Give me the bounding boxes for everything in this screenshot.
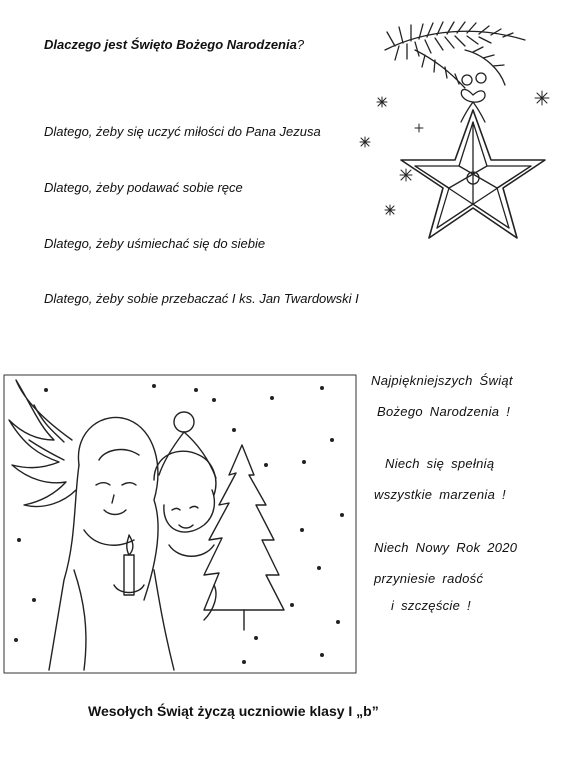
greeting-footer: Wesołych Świąt życzą uczniowie klasy I „b” bbox=[88, 703, 379, 719]
poem-title-mark: ? bbox=[296, 37, 305, 52]
ribbon-bow bbox=[461, 73, 486, 122]
star-ornament-illustration bbox=[355, 10, 565, 250]
wish-line-1: Najpiękniejszych Świąt bbox=[371, 373, 513, 388]
poem-line-1: Dlatego, żeby się uczyć miłości do Pana Jezusa bbox=[44, 124, 321, 139]
christmas-tree bbox=[204, 445, 284, 630]
wish-line-3: Niech się spełnią bbox=[385, 456, 495, 471]
hat-pompom bbox=[174, 412, 194, 432]
pine-branch bbox=[385, 31, 525, 50]
snow-dots bbox=[14, 384, 344, 664]
wish-line-7: i szczęście ! bbox=[391, 598, 471, 613]
angel-and-child-illustration bbox=[4, 370, 358, 675]
poem-line-3: Dlatego, żeby uśmiechać się do siebie bbox=[44, 236, 266, 251]
poem-title bbox=[44, 37, 304, 52]
snowflakes bbox=[360, 91, 549, 215]
wish-line-4: wszystkie marzenia ! bbox=[374, 487, 506, 502]
candle-flame bbox=[127, 535, 133, 555]
star-ornament bbox=[401, 110, 545, 238]
poem-line-4: Dlatego, żeby sobie przebaczać I ks. Jan Twardowski I bbox=[44, 291, 359, 306]
wish-line-5: Niech Nowy Rok 2020 bbox=[374, 540, 518, 555]
candle bbox=[124, 555, 134, 595]
angel-figure bbox=[49, 417, 174, 670]
wish-line-6: przyniesie radość bbox=[374, 571, 484, 586]
illustration-frame bbox=[4, 375, 356, 673]
wish-line-2: Bożego Narodzenia ! bbox=[377, 404, 511, 419]
child-figure bbox=[154, 412, 216, 620]
poem-title-text: Dlaczego jest Święto Bożego Narodzenia bbox=[44, 37, 297, 52]
poem-line-2: Dlatego, żeby podawać sobie ręce bbox=[44, 180, 243, 195]
angel-wing bbox=[9, 380, 76, 507]
